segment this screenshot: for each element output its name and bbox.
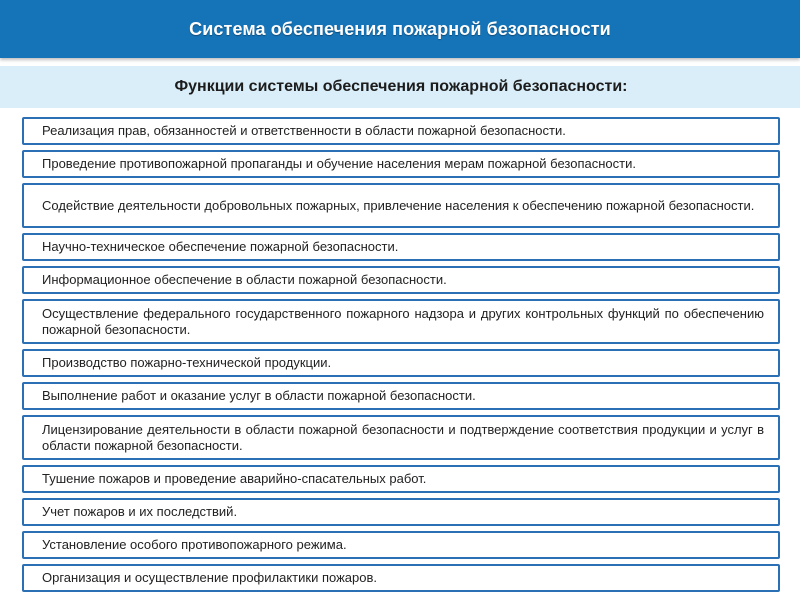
list-item-text: Учет пожаров и их последствий. — [42, 504, 238, 519]
list-item-text: Установление особого противопожарного режима. — [42, 537, 347, 552]
subtitle-bar — [0, 66, 800, 108]
list-item — [22, 266, 780, 294]
list-item — [22, 564, 780, 592]
list-item-text: Реализация прав, обязанностей и ответственности в области пожарной безопасности. — [42, 123, 566, 138]
list-item-text: Содействие деятельности добровольных пожарных, привлечение населения к обеспечению пожарной безопасности. — [42, 197, 755, 213]
list-item-text: Осуществление федерального государственного пожарного надзора и других контрольных функций по обеспечению пожарной безопасности. — [42, 305, 764, 337]
list-item — [22, 382, 780, 410]
list-item — [22, 183, 780, 228]
section-heading: Функции системы обеспечения пожарной безопасности: — [174, 78, 628, 95]
list-item-text: Производство пожарно-технической продукции. — [42, 355, 332, 370]
list-item — [22, 150, 780, 178]
list-item — [22, 233, 780, 261]
list-item-text: Проведение противопожарной пропаганды и обучение населения мерам пожарной безопасности. — [42, 156, 636, 171]
list-item-text: Выполнение работ и оказание услуг в области пожарной безопасности. — [42, 388, 476, 403]
list-item — [22, 299, 780, 344]
title-bar — [0, 0, 800, 58]
list-item-text: Информационное обеспечение в области пожарной безопасности. — [42, 272, 447, 287]
list-item — [22, 349, 780, 377]
functions-list — [22, 117, 780, 597]
list-item — [22, 465, 780, 493]
list-item — [22, 415, 780, 460]
list-item-text: Лицензирование деятельности в области пожарной безопасности и подтверждение соответствия продукции и услуг в области пожарной безопасности. — [42, 421, 764, 453]
list-item-text: Организация и осуществление профилактики пожаров. — [42, 570, 377, 585]
list-item — [22, 531, 780, 559]
list-item-text: Научно-техническое обеспечение пожарной безопасности. — [42, 239, 399, 254]
page-title: Система обеспечения пожарной безопасности — [189, 18, 611, 39]
list-item — [22, 117, 780, 145]
list-item — [22, 498, 780, 526]
list-item-text: Тушение пожаров и проведение аварийно-спасательных работ. — [42, 471, 427, 486]
